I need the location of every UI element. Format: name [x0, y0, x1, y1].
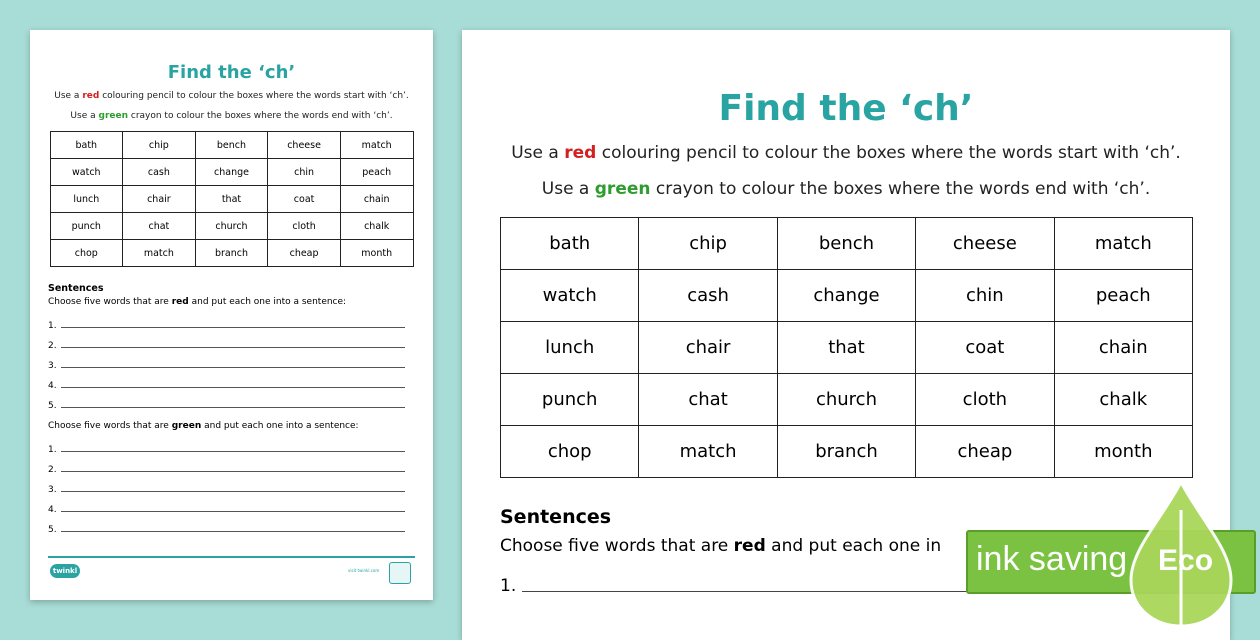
instruction-red-large — [500, 143, 1192, 163]
word-grid-row — [50, 132, 413, 159]
word-grid-large — [500, 217, 1193, 478]
instruction-red-word: red — [82, 91, 100, 101]
word-cell[interactable]: month — [1054, 426, 1192, 478]
word-cell[interactable]: match — [340, 132, 413, 159]
instruction-red-pre: Use a — [54, 91, 80, 101]
word-cell[interactable]: lunch — [501, 322, 639, 374]
word-cell[interactable]: chair — [639, 322, 777, 374]
word-cell[interactable]: match — [123, 240, 196, 267]
answer-lines-red — [48, 311, 415, 411]
prompt-green — [48, 421, 415, 431]
word-cell[interactable]: chop — [50, 240, 123, 267]
word-cell[interactable]: punch — [50, 213, 123, 240]
instruction-green-word: green — [98, 111, 128, 121]
line-number: 1. — [48, 321, 57, 331]
word-cell[interactable]: chain — [340, 186, 413, 213]
word-cell[interactable]: coat — [916, 322, 1054, 374]
ink-saving-badge — [966, 530, 1256, 596]
word-cell[interactable]: branch — [195, 240, 268, 267]
answer-line — [48, 391, 415, 411]
instruction-red-word-large: red — [564, 143, 597, 163]
word-grid-row — [50, 240, 413, 267]
instruction-green-post: crayon to colour the boxes where the words end with ‘ch’. — [130, 111, 393, 121]
word-cell[interactable]: chip — [123, 132, 196, 159]
word-grid — [50, 131, 414, 267]
twinkl-logo: twinkl — [50, 564, 80, 578]
word-cell[interactable]: change — [195, 159, 268, 186]
answer-line — [48, 351, 415, 371]
word-cell[interactable]: chop — [501, 426, 639, 478]
line-number: 5. — [48, 401, 57, 411]
quality-badge-icon — [389, 562, 411, 584]
answer-rule[interactable] — [61, 511, 405, 512]
page-title: Find the ‘ch’ — [167, 62, 296, 83]
word-cell[interactable]: peach — [1054, 270, 1192, 322]
answer-rule[interactable] — [61, 451, 405, 452]
instruction-green-pre: Use a — [70, 111, 96, 121]
word-cell[interactable]: chin — [268, 159, 341, 186]
prompt-red-pre: Choose five words that are — [48, 297, 169, 307]
word-cell[interactable]: chip — [639, 218, 777, 270]
word-cell[interactable]: chat — [123, 213, 196, 240]
word-cell[interactable]: cheap — [916, 426, 1054, 478]
instruction-red — [48, 91, 415, 101]
word-grid-row — [50, 213, 413, 240]
answer-rule[interactable] — [61, 531, 405, 532]
word-cell[interactable]: chalk — [340, 213, 413, 240]
instruction-green-large — [500, 179, 1192, 199]
word-cell[interactable]: month — [340, 240, 413, 267]
instruction-red-post: colouring pencil to colour the boxes where the words start with ‘ch’. — [102, 91, 409, 101]
eco-label: Eco — [1158, 544, 1214, 577]
footer-url: visit twinkl.com — [348, 568, 380, 573]
word-cell[interactable]: that — [777, 322, 915, 374]
word-cell[interactable]: branch — [777, 426, 915, 478]
word-cell[interactable]: punch — [501, 374, 639, 426]
word-cell[interactable]: match — [639, 426, 777, 478]
word-cell[interactable]: bench — [195, 132, 268, 159]
prompt-red — [48, 297, 415, 307]
line-number: 5. — [48, 525, 57, 535]
answer-line — [48, 455, 415, 475]
prompt-green-word: green — [171, 421, 202, 431]
line-number: 3. — [48, 361, 57, 371]
word-cell[interactable]: chair — [123, 186, 196, 213]
word-cell[interactable]: match — [1054, 218, 1192, 270]
word-cell[interactable]: lunch — [50, 186, 123, 213]
page-title-large: Find the ‘ch’ — [718, 88, 974, 129]
answer-rule[interactable] — [61, 347, 405, 348]
word-grid-large-row — [501, 426, 1193, 478]
answer-line — [48, 371, 415, 391]
word-cell[interactable]: change — [777, 270, 915, 322]
word-cell[interactable]: chin — [916, 270, 1054, 322]
word-grid-large-row — [501, 218, 1193, 270]
word-grid-row — [50, 159, 413, 186]
page-footer — [48, 556, 415, 586]
answer-rule[interactable] — [61, 367, 405, 368]
word-cell[interactable]: cloth — [916, 374, 1054, 426]
instruction-green — [48, 111, 415, 121]
word-cell[interactable]: chat — [639, 374, 777, 426]
instruction-red-pre-large: Use a — [511, 143, 559, 163]
prompt-green-post: and put each one into a sentence: — [204, 421, 359, 431]
prompt-red-word: red — [171, 297, 189, 307]
word-cell[interactable]: chain — [1054, 322, 1192, 374]
word-cell[interactable]: bench — [777, 218, 915, 270]
instruction-green-post-large: crayon to colour the boxes where the words end with ‘ch’. — [655, 179, 1151, 199]
answer-rule[interactable] — [61, 327, 405, 328]
prompt-red-pre-large: Choose five words that are — [500, 536, 729, 556]
prompt-red-post: and put each one into a sentence: — [191, 297, 347, 307]
word-cell[interactable]: cheese — [268, 132, 341, 159]
line-number: 3. — [48, 485, 57, 495]
word-cell[interactable]: cheese — [916, 218, 1054, 270]
answer-lines-green — [48, 435, 415, 535]
answer-line — [48, 495, 415, 515]
worksheet-thumbnail — [30, 30, 433, 600]
prompt-green-pre: Choose five words that are — [48, 421, 169, 431]
word-cell[interactable]: chalk — [1054, 374, 1192, 426]
sentences-heading-large: Sentences — [500, 506, 612, 528]
answer-rule[interactable] — [61, 471, 405, 472]
answer-rule[interactable] — [61, 407, 405, 408]
answer-line — [48, 311, 415, 331]
word-grid-large-row — [501, 322, 1193, 374]
word-cell[interactable]: that — [195, 186, 268, 213]
line-number: 2. — [48, 465, 57, 475]
line-number: 1. — [500, 576, 517, 596]
instruction-red-post-large: colouring pencil to colour the boxes where the words start with ‘ch’. — [601, 143, 1181, 163]
instruction-green-pre-large: Use a — [541, 179, 590, 199]
answer-line — [48, 331, 415, 351]
word-cell[interactable]: peach — [340, 159, 413, 186]
word-cell[interactable]: church — [777, 374, 915, 426]
prompt-red-post-large: and put each one in — [771, 536, 942, 556]
word-cell[interactable]: church — [195, 213, 268, 240]
line-number: 1. — [48, 445, 57, 455]
word-cell[interactable]: watch — [501, 270, 639, 322]
word-cell[interactable]: cash — [639, 270, 777, 322]
word-grid-row — [50, 186, 413, 213]
answer-line — [48, 475, 415, 495]
word-cell[interactable]: cloth — [268, 213, 341, 240]
answer-line — [48, 515, 415, 535]
instruction-green-word-large: green — [594, 179, 651, 199]
word-cell[interactable]: coat — [268, 186, 341, 213]
word-cell[interactable]: cheap — [268, 240, 341, 267]
word-cell[interactable]: watch — [50, 159, 123, 186]
word-cell[interactable]: bath — [501, 218, 639, 270]
word-grid-large-row — [501, 374, 1193, 426]
line-number: 4. — [48, 381, 57, 391]
line-number: 2. — [48, 341, 57, 351]
answer-line — [48, 435, 415, 455]
prompt-red-word-large: red — [733, 536, 766, 556]
sentences-heading: Sentences — [48, 283, 104, 294]
word-grid-large-row — [501, 270, 1193, 322]
line-number: 4. — [48, 505, 57, 515]
ink-saving-label: ink saving — [976, 540, 1128, 578]
word-cell[interactable]: cash — [123, 159, 196, 186]
word-cell[interactable]: bath — [50, 132, 123, 159]
answer-rule[interactable] — [61, 491, 405, 492]
answer-rule[interactable] — [61, 387, 405, 388]
